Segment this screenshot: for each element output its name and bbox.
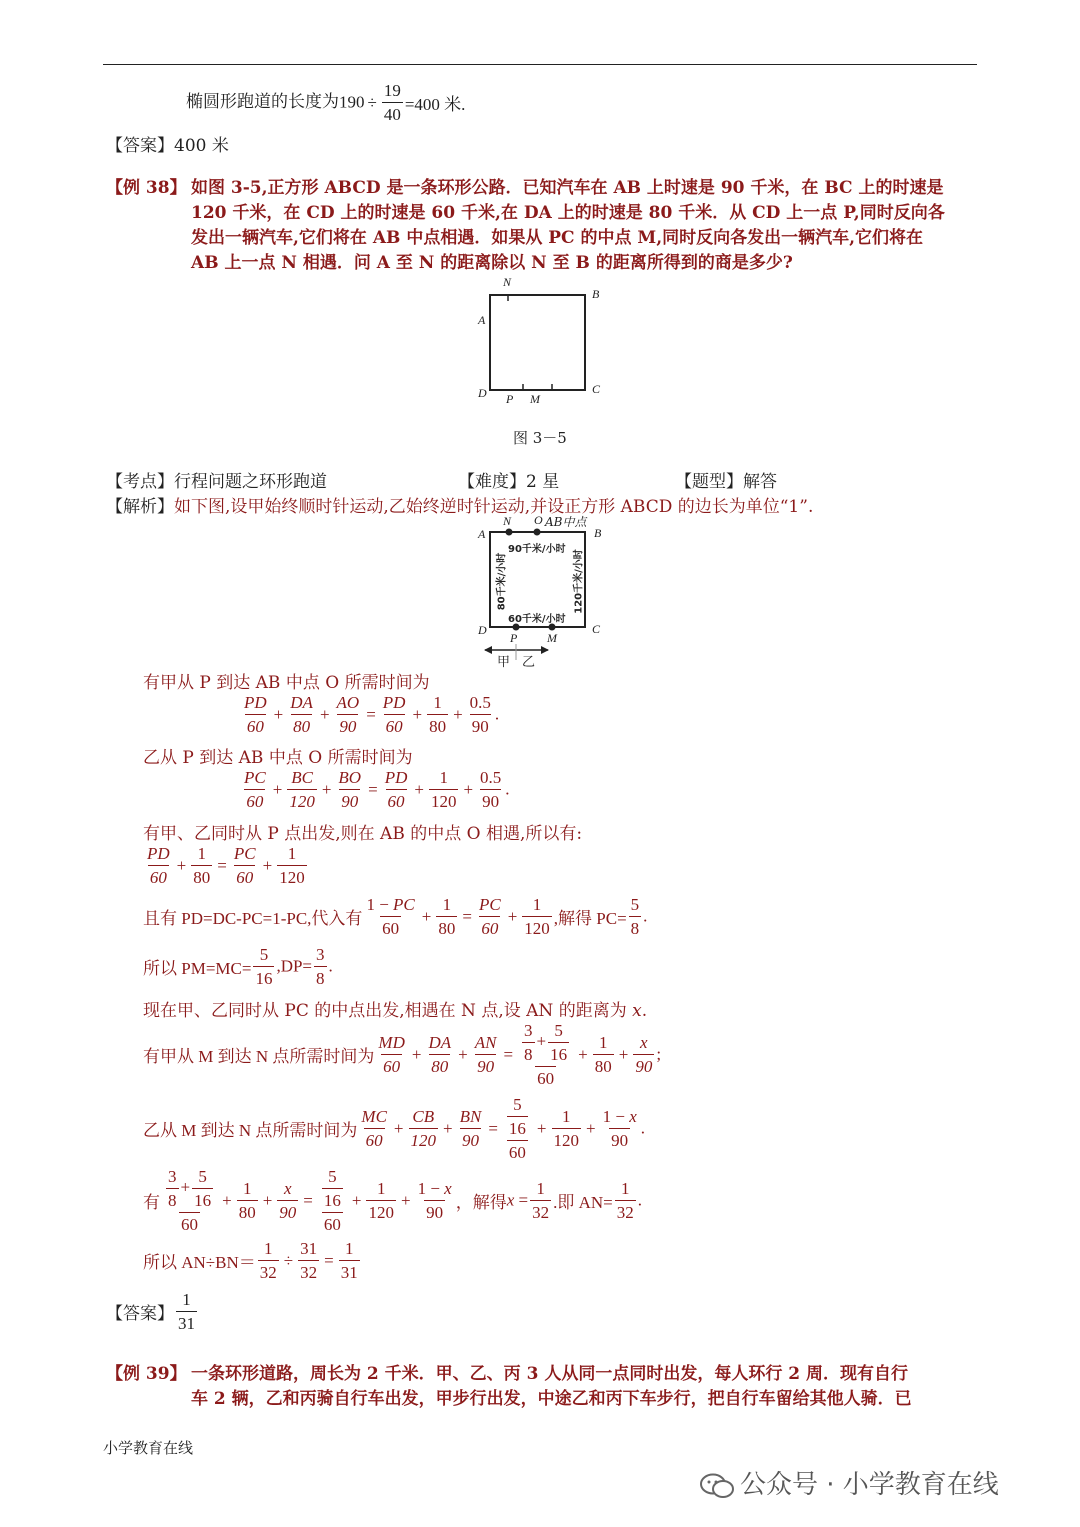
fig2-label-c: C bbox=[592, 622, 601, 636]
fig2-left-speed: 80千米/小时 bbox=[496, 552, 508, 611]
tixing: 【题型】解答 bbox=[675, 472, 777, 492]
nandu: 【难度】2 星 bbox=[458, 472, 560, 492]
step-4: 且有 PD=DC-PC=1-PC,代入有 $\frac{1 - PC}{60}$ + $\frac{1}{80}$ = $\frac{PC}{60}$ + $\frac{1}{120}$ ,解得 PC= $\frac{5}{8}$ . bbox=[143, 895, 648, 938]
fig1-label-b: B bbox=[592, 287, 600, 301]
ex39-line-2: 车 2 辆，乙和丙骑自行车出发，甲步行出发，中途乙和丙下车步行，把自行车留给其他人骑．已 bbox=[191, 1389, 912, 1409]
prev-length-line: 椭圆形跑道的长度为190 ÷ $\frac{19}{40}$ =400 米. bbox=[186, 81, 466, 124]
eq-2: $\frac{PC}{60}$ + $\frac{BC}{120}$ + $\frac{BO}{90}$ = $\frac{PD}{60}$ + $\frac{1}{120}$ + $\frac{0.5}{90}$ . bbox=[244, 768, 510, 811]
step-9: 有 $\frac{3}{8}$ + $\frac{5}{16}$ 60 + $\frac{1}{80}$ + $\frac{x}{90}$ = $\frac{\frac{5}{16}}{60}$ + $\frac{1}{120}$ + $\frac{1 - x}{90}$ ，解得x = $\frac{1}{32}$ .即 AN= $\frac{1}{32}$ . bbox=[143, 1167, 642, 1234]
ex39-label: 【例 39】 bbox=[106, 1364, 187, 1384]
ex39-line-1: 一条环形道路，周长为 2 千米．甲、乙、丙 3 人从同一点同时出发，每人环行 2 周．现有自行 bbox=[191, 1364, 908, 1384]
figure-3-5 bbox=[470, 275, 610, 408]
ex38-line-2: 120 千米，在 CD 上的时速是 60 千米,在 DA 上的时速是 80 千米．从 CD 上一点 P,同时反向各 bbox=[191, 203, 945, 223]
ex38-answer: 【答案】 $\frac{1}{31}$ bbox=[106, 1290, 195, 1333]
step-2-text: 乙从 P 到达 AB 中点 O 所需时间为 bbox=[143, 748, 413, 768]
step-8: 乙从 M 到达 N 点所需时间为 $\frac{MC}{60}$ + $\frac{CB}{120}$ + $\frac{BN}{90}$ = $\frac{\frac{5}{16}}{60}$ + $\frac{1}{120}$ + $\frac{1 - x}{90}$ . bbox=[143, 1095, 645, 1162]
step-7: 有甲从 M 到达 N 点所需时间为 $\frac{MD}{60}$ + $\frac{DA}{80}$ + $\frac{AN}{90}$ = $\frac{3}{8}$ + $\frac{5}{16}$ 60 + $\frac{1}{80}$ + $\frac{x}{90}$ ; bbox=[143, 1021, 662, 1088]
fig1-label-p: P bbox=[506, 392, 514, 406]
fig1-label-m: M bbox=[530, 392, 540, 406]
fig2-label-b: B bbox=[594, 526, 602, 540]
fig2-bottom-speed: 60千米/小时 bbox=[508, 614, 566, 625]
step-5: 所以 PM=MC= $\frac{5}{16}$ ,DP= $\frac{3}{8}$ . bbox=[143, 945, 333, 988]
step-6: 现在甲、乙同时从 PC 的中点出发,相遇在 N 点,设 AN 的距离为 x. bbox=[143, 1001, 648, 1021]
eq-3: $\frac{PD}{60}$ + $\frac{1}{80}$ = $\frac{PC}{60}$ + $\frac{1}{120}$ bbox=[147, 844, 305, 887]
fig2-label-yi: 乙 bbox=[522, 655, 536, 670]
wechat-icon bbox=[700, 1473, 734, 1499]
ex38-line-3: 发出一辆汽车,它们将在 AB 中点相遇．如果从 PC 的中点 M,同时反向各发出一辆汽车,它们将在 bbox=[191, 228, 924, 248]
fig2-right-speed: 120千米/小时 bbox=[573, 549, 585, 614]
fig2-label-p: P bbox=[510, 631, 518, 645]
figure-solution bbox=[470, 510, 620, 670]
eq-1: $\frac{PD}{60}$ + $\frac{DA}{80}$ + $\frac{AO}{90}$ = $\frac{PD}{60}$ + $\frac{1}{80}$ + $\frac{0.5}{90}$ . bbox=[244, 693, 500, 736]
ex38-label: 【例 38】 bbox=[106, 178, 187, 198]
step-1-text: 有甲从 P 到达 AB 中点 O 所需时间为 bbox=[143, 673, 430, 693]
fig1-label-n: N bbox=[503, 275, 512, 289]
footer-text: 小学教育在线 bbox=[103, 1439, 194, 1457]
fig1-label-d: D bbox=[478, 386, 487, 400]
fig2-label-o: O bbox=[534, 513, 543, 527]
header-rule bbox=[103, 64, 977, 65]
fig2-label-d: D bbox=[478, 623, 487, 637]
watermark: 公众号 · 小学教育在线 bbox=[700, 1464, 999, 1501]
fig2-label-jia: 甲 bbox=[497, 655, 511, 670]
fig2-label-a: A bbox=[478, 527, 486, 541]
kaodian: 【考点】行程问题之环形跑道 bbox=[106, 472, 327, 492]
jiexi-line: 【解析】如下图,设甲始终顺时针运动,乙始终逆时针运动,并设正方形 ABCD 的边长为单位“1”. bbox=[106, 497, 814, 517]
fig2-top-speed: 90千米/小时 bbox=[508, 544, 566, 555]
fig2-ab-mid: AB中点 bbox=[545, 515, 587, 529]
step-3-text: 有甲、乙同时从 P 点出发,则在 AB 的中点 O 相遇,所以有: bbox=[143, 824, 583, 844]
prev-answer: 【答案】400 米 bbox=[106, 136, 229, 156]
figure-caption: 图 3－5 bbox=[513, 429, 567, 447]
fig1-label-a: A bbox=[478, 313, 486, 327]
ex38-line-4: AB 上一点 N 相遇．问 A 至 N 的距离除以 N 至 B 的距离所得到的商是多少? bbox=[191, 253, 793, 273]
ex38-line-1: 如图 3-5,正方形 ABCD 是一条环形公路．已知汽车在 AB 上时速是 90 千米，在 BC 上的时速是 bbox=[191, 178, 944, 198]
fig2-label-n: N bbox=[503, 514, 512, 528]
step-10: 所以 AN÷BN＝ $\frac{1}{32}$ ÷ $\frac{31}{32}$ = $\frac{1}{31}$ bbox=[143, 1239, 358, 1282]
square-diagram bbox=[470, 278, 610, 408]
fig1-label-c: C bbox=[592, 382, 601, 396]
fig2-label-m: M bbox=[547, 631, 557, 645]
